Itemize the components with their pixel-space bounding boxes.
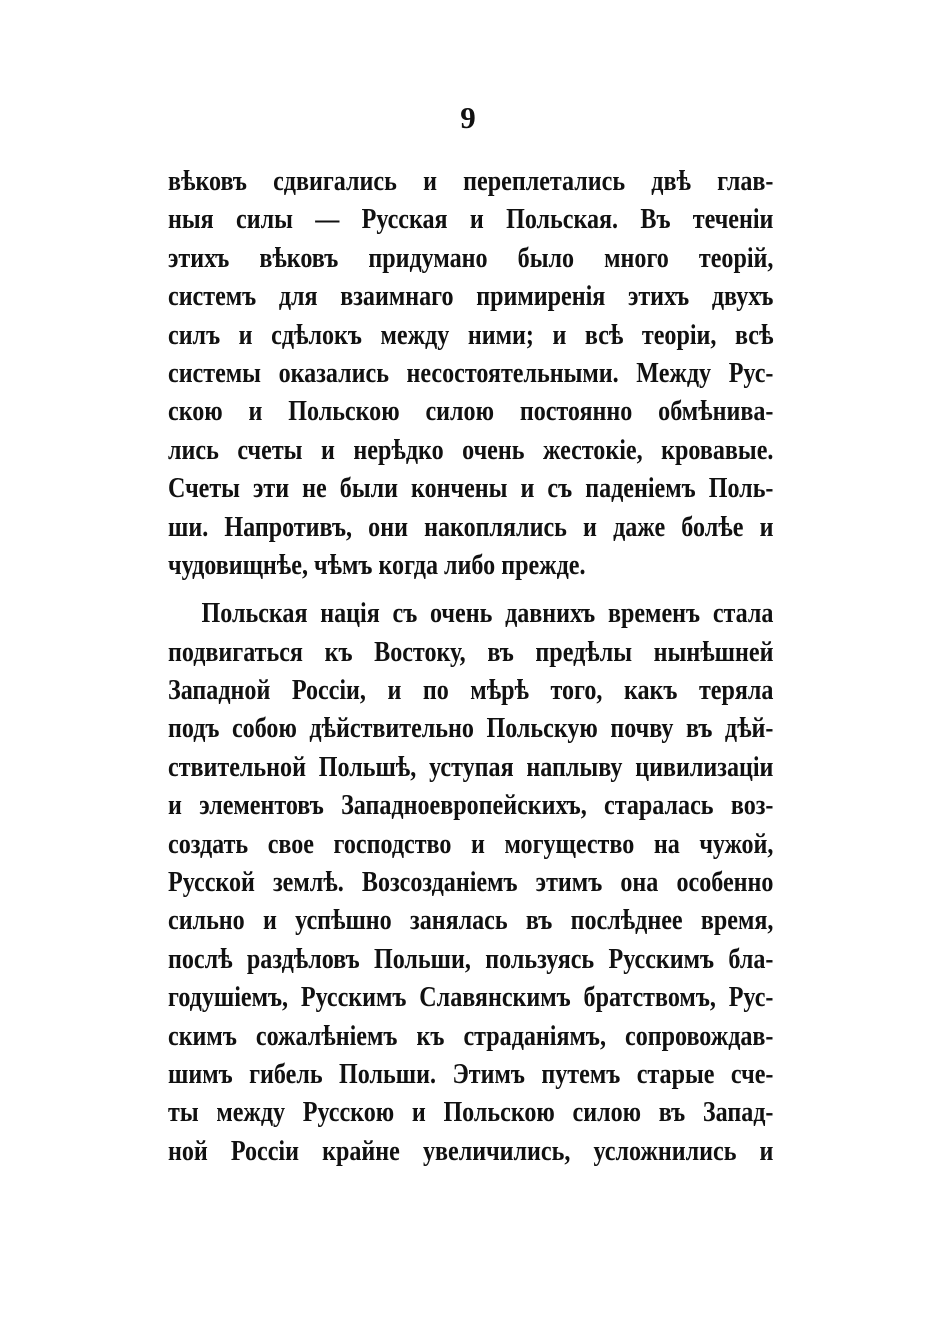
text-line: Западной Россіи, и по мѣрѣ того, какъ теряла xyxy=(168,675,774,707)
text-line: скою и Польскою силою постоянно обмѣнива- xyxy=(168,396,774,428)
paragraph-1 xyxy=(168,163,774,585)
text-line: лись счеты и нерѣдко очень жестокіе, кровавые. xyxy=(168,434,774,466)
text-line: Русской землѣ. Возсозданіемъ этимъ она особенно xyxy=(168,867,774,899)
page-number: 9 xyxy=(460,100,476,135)
text-line: шимъ гибель Польши. Этимъ путемъ старые сче- xyxy=(168,1058,774,1090)
text-line: системы оказались несостоятельными. Между Рус- xyxy=(168,357,774,389)
text-line: Счеты эти не были кончены и съ паденіемъ Поль- xyxy=(168,473,774,505)
text-line: подвигаться къ Востоку, въ предѣлы нынѣшней xyxy=(168,636,774,668)
text-line: чудовищнѣе, чѣмъ когда либо прежде. xyxy=(168,549,586,581)
text-line: ши. Напротивъ, они накоплялись и даже болѣе и xyxy=(168,511,774,543)
text-line: системъ для взаимнаго примиренія этихъ двухъ xyxy=(168,281,774,313)
text-line: Польская нація съ очень давнихъ временъ стала xyxy=(201,598,774,630)
text-line: сильно и успѣшно занялась въ послѣднее время, xyxy=(168,905,774,937)
paragraph-gap xyxy=(168,585,774,595)
text-line: ствительной Польшѣ, уступая наплыву цивилизаціи xyxy=(168,751,774,783)
text-line: силъ и сдѣлокъ между ними; и всѣ теоріи, всѣ xyxy=(168,319,774,351)
text-line: ты между Русскою и Польскою силою въ Запад- xyxy=(168,1097,774,1129)
paragraph-2 xyxy=(168,595,774,1171)
body-text xyxy=(168,163,774,1171)
text-line: скимъ сожалѣніемъ къ страданіямъ, сопровождав- xyxy=(168,1020,774,1052)
text-line: и элементовъ Западноевропейскихъ, старалась воз- xyxy=(168,790,774,822)
text-line: ной Россіи крайне увеличились, усложнились и xyxy=(168,1135,774,1167)
text-line: послѣ раздѣловъ Польши, пользуясь Русскимъ бла- xyxy=(168,943,774,975)
text-line: этихъ вѣковъ придумано было много теорій, xyxy=(168,242,774,274)
text-line: подъ собою дѣйствительно Польскую почву въ дѣй- xyxy=(168,713,774,745)
text-line: вѣковъ сдвигались и переплетались двѣ глав- xyxy=(168,166,774,197)
text-line: создать свое господство и могущество на чужой, xyxy=(168,828,774,860)
text-line: ныя силы — Русская и Польская. Въ теченіи xyxy=(168,204,774,236)
text-line: годушіемъ, Русскимъ Славянскимъ братствомъ, Рус- xyxy=(168,982,774,1014)
